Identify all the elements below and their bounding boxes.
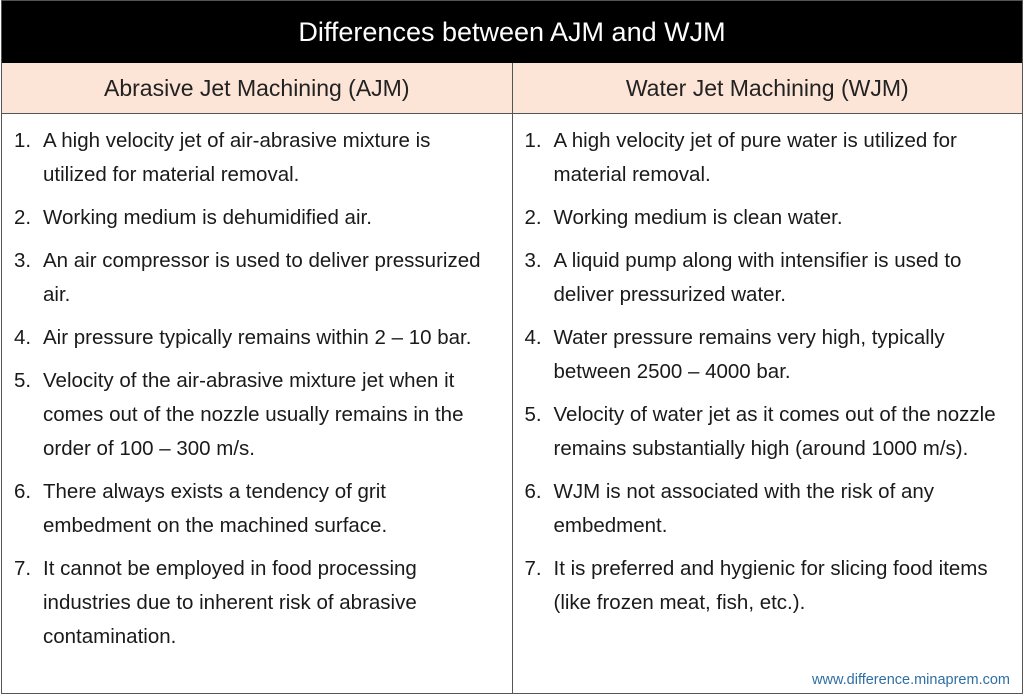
- item-text: An air compressor is used to deliver pressurized air.: [43, 249, 481, 306]
- item-number: 7.: [14, 557, 32, 580]
- list-item: [525, 552, 1009, 620]
- table-title: Differences between AJM and WJM: [2, 1, 1022, 63]
- item-text: Working medium is clean water.: [553, 206, 843, 229]
- item-text: Velocity of water jet as it comes out of the nozzle remains substantially high (around 1000 m/s).: [553, 403, 996, 460]
- item-text: A high velocity jet of air-abrasive mixture is utilized for material removal.: [43, 129, 431, 186]
- item-number: 7.: [524, 557, 542, 580]
- list-item: [525, 475, 1009, 543]
- item-number: 1.: [14, 129, 32, 152]
- list-item: [14, 475, 498, 543]
- body-row: [2, 114, 1022, 694]
- list-item: [525, 124, 1009, 192]
- item-text: There always exists a tendency of grit embedment on the machined surface.: [43, 480, 388, 537]
- item-number: 6.: [524, 480, 542, 503]
- item-text: A high velocity jet of pure water is utilized for material removal.: [553, 129, 957, 186]
- item-text: Air pressure typically remains within 2 – 10 bar.: [43, 326, 472, 349]
- list-item: [525, 398, 1009, 466]
- item-number: 3.: [14, 249, 32, 272]
- column-wjm: [512, 114, 1023, 694]
- list-item: [14, 244, 498, 312]
- item-text: Working medium is dehumidified air.: [43, 206, 372, 229]
- list-item: [14, 364, 498, 466]
- item-number: 6.: [14, 480, 32, 503]
- column-ajm: [2, 114, 512, 694]
- item-number: 2.: [524, 206, 542, 229]
- comparison-table: [1, 0, 1023, 694]
- item-number: 1.: [524, 129, 542, 152]
- item-text: Velocity of the air-abrasive mixture jet when it comes out of the nozzle usually remains in the order of 100 – 300 m/s.: [43, 369, 464, 460]
- watermark-link[interactable]: www.difference.minaprem.com: [812, 672, 1010, 688]
- list-item: [14, 124, 498, 192]
- header-ajm: Abrasive Jet Machining (AJM): [104, 74, 410, 101]
- list-item: [14, 321, 498, 355]
- item-number: 5.: [524, 403, 542, 426]
- list-item: [14, 201, 498, 235]
- item-text: It is preferred and hygienic for slicing food items (like frozen meat, fish, etc.).: [553, 557, 988, 614]
- list-item: [525, 201, 1009, 235]
- list-item: [525, 244, 1009, 312]
- item-text: Water pressure remains very high, typically between 2500 – 4000 bar.: [553, 326, 945, 383]
- item-text: WJM is not associated with the risk of any embedment.: [553, 480, 935, 537]
- item-number: 4.: [14, 326, 32, 349]
- item-number: 3.: [524, 249, 542, 272]
- item-number: 4.: [524, 326, 542, 349]
- item-text: A liquid pump along with intensifier is used to deliver pressurized water.: [553, 249, 962, 306]
- header-row: [2, 63, 1022, 114]
- list-item: [14, 552, 498, 654]
- item-number: 5.: [14, 369, 32, 392]
- item-number: 2.: [14, 206, 32, 229]
- item-text: It cannot be employed in food processing industries due to inherent risk of abrasive contamination.: [43, 557, 417, 648]
- header-wjm: Water Jet Machining (WJM): [512, 63, 1023, 113]
- list-item: [525, 321, 1009, 389]
